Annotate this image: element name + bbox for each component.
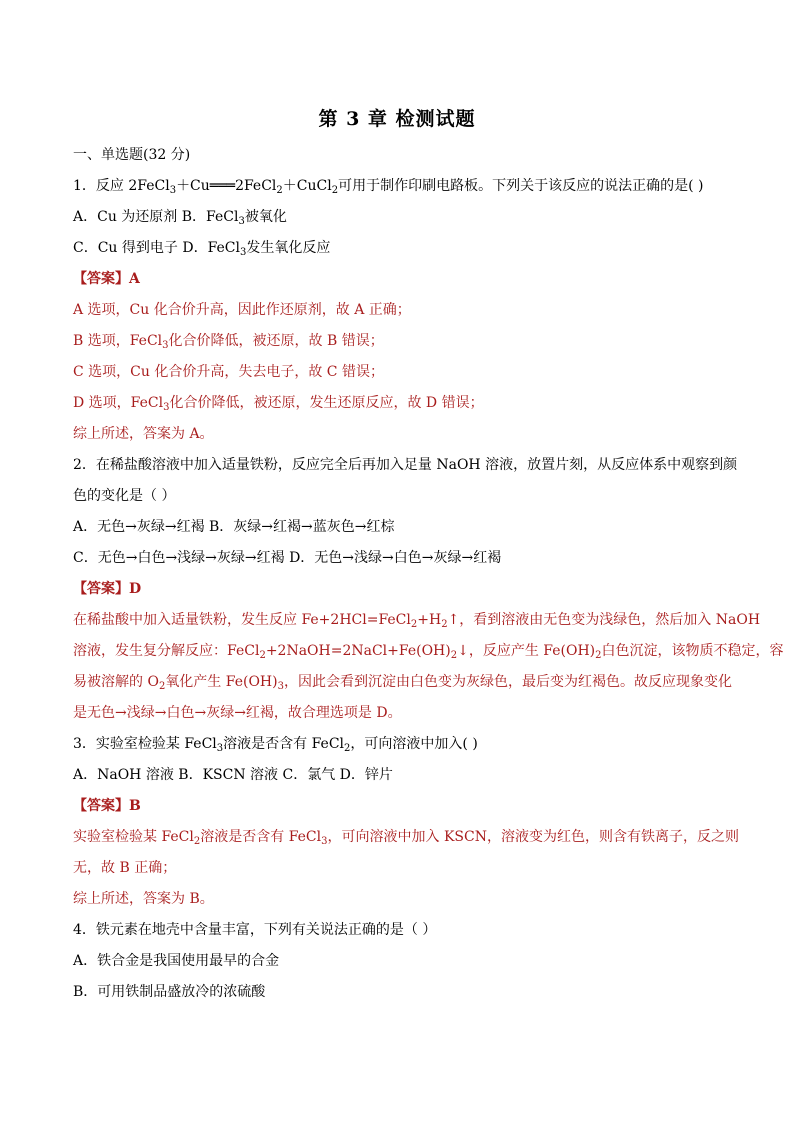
explanation-1-line-5: 综上所述，答案为 A。 bbox=[73, 426, 214, 442]
question-1: 1．反应 2FeCl$_3$＋Cu═══2FeCl$_2$＋CuCl$_2$可用于制作印刷电路板。下列关于该反应的说法正确的是( ) bbox=[73, 178, 704, 196]
answer-2: 【答案】D bbox=[73, 581, 142, 597]
question-4-option-a: A．铁合金是我国使用最早的合金 bbox=[73, 953, 280, 969]
question-3-options: A．NaOH 溶液 B．KSCN 溶液 C．氯气 D．锌片 bbox=[73, 767, 393, 783]
question-3: 3．实验室检验某 FeCl$_3$溶液是否含有 FeCl$_2$，可向溶液中加入( ) bbox=[73, 736, 478, 754]
explanation-2-line-3: 易被溶解的 $O_2$氧化产生 $Fe(OH)_3$，因此会看到沉淀由白色变为灰绿色，最后变为红褐色。故反应现象变化 bbox=[73, 674, 732, 692]
explanation-1-line-3: C 选项，Cu 化合价升高，失去电子，故 C 错误； bbox=[73, 364, 384, 380]
answer-3: 【答案】B bbox=[73, 798, 141, 814]
question-1-options-ab: A．Cu 为还原剂 B．FeCl$_3$被氧化 bbox=[73, 209, 287, 227]
explanation-2-line-2: 溶液，发生复分解反应：$FeCl_2+2NaOH=2NaCl+Fe(OH)_2↓$，反应产生 $Fe(OH)_2$白色沉淀，该物质不稳定，容 bbox=[73, 643, 784, 661]
explanation-1-line-1: A 选项，Cu 化合价升高，因此作还原剂，故 A 正确； bbox=[73, 302, 411, 318]
page-title: 第 3 章 检测试题 bbox=[318, 108, 476, 130]
explanation-3-line-3: 综上所述，答案为 B。 bbox=[73, 891, 214, 907]
question-4-option-b: B．可用铁制品盛放冷的浓硫酸 bbox=[73, 984, 266, 1000]
explanation-1-line-2: B 选项，FeCl$_3$化合价降低，被还原，故 B 错误； bbox=[73, 333, 384, 351]
question-1-options-cd: C．Cu 得到电子 D．FeCl$_3$发生氧化反应 bbox=[73, 240, 331, 258]
question-4: 4．铁元素在地壳中含量丰富，下列有关说法正确的是（ ） bbox=[73, 922, 437, 938]
explanation-1-line-4: D 选项，FeCl$_3$化合价降低，被还原，发生还原反应，故 D 错误； bbox=[73, 395, 484, 413]
question-2-options-cd: C．无色→白色→浅绿→灰绿→红褐 D．无色→浅绿→白色→灰绿→红褐 bbox=[73, 550, 502, 566]
question-2-options-ab: A．无色→灰绿→红褐 B．灰绿→红褐→蓝灰色→红棕 bbox=[73, 519, 395, 535]
explanation-2-line-1: 在稀盐酸中加入适量铁粉，发生反应 $Fe+2HCl=FeCl_2+H_2↑$，看到溶液由无色变为浅绿色，然后加入 NaOH bbox=[73, 612, 761, 630]
explanation-3-line-1: 实验室检验某 FeCl$_2$溶液是否含有 FeCl$_3$，可向溶液中加入 KSCN，溶液变为红色，则含有铁离子，反之则 bbox=[73, 829, 739, 847]
question-2-line-2: 色的变化是（ ） bbox=[73, 488, 176, 504]
explanation-3-line-2: 无，故 B 正确； bbox=[73, 860, 177, 876]
question-2-line-1: 2．在稀盐酸溶液中加入适量铁粉，反应完全后再加入足量 NaOH 溶液，放置片刻，从反应体系中观察到颜 bbox=[73, 457, 738, 473]
answer-1: 【答案】A bbox=[73, 271, 140, 287]
section-heading: 一、单选题(32 分) bbox=[73, 147, 191, 163]
explanation-2-line-4: 是无色→浅绿→白色→灰绿→红褐，故合理选项是 D。 bbox=[73, 705, 402, 721]
